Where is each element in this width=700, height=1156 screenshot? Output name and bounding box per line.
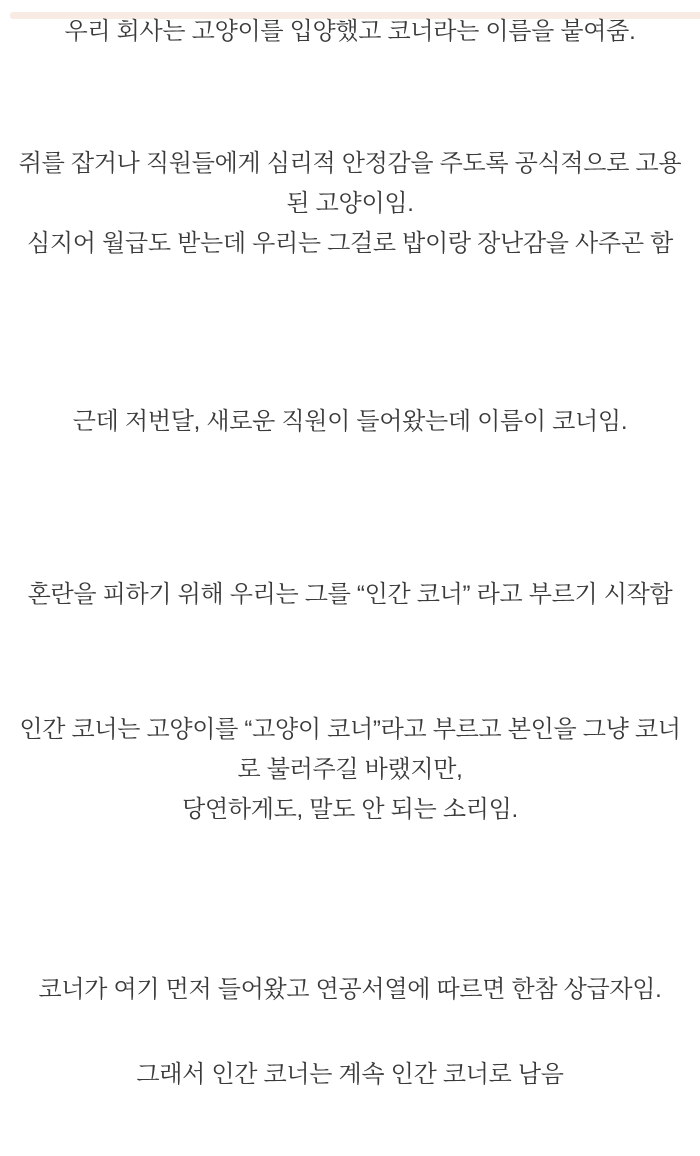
post-paragraph: 인간 코너는 고양이를 “고양이 코너”라고 부르고 본인을 그냥 코너로 불러주길 바랬지만, <box>19 716 681 783</box>
post-block <box>18 575 682 615</box>
post-block <box>18 144 682 264</box>
post-paragraph: 심지어 월급도 받는데 우리는 그걸로 밥이랑 장난감을 사주곤 함 <box>27 230 673 257</box>
post-block <box>18 402 682 442</box>
post-paragraph: 당연하게도, 말도 안 되는 소리임. <box>182 796 518 823</box>
post-paragraph: 우리 회사는 고양이를 입양했고 코너라는 이름을 붙여줌. <box>64 18 636 45</box>
post-paragraph: 혼란을 피하기 위해 우리는 그를 “인간 코너” 라고 부르기 시작함 <box>27 581 673 608</box>
post-paragraph: 쥐를 잡거나 직원들에게 심리적 안정감을 주도록 공식적으로 고용된 고양이임. <box>18 150 682 217</box>
post-paragraph: 코너가 여기 먼저 들어왔고 연공서열에 따르면 한참 상급자임. <box>38 976 662 1003</box>
post-paragraph: 근데 저번달, 새로운 직원이 들어왔는데 이름이 코너임. <box>72 408 628 435</box>
post-block <box>18 970 682 1010</box>
post-block <box>18 710 682 830</box>
post-body <box>0 12 700 1095</box>
post-paragraph: 그래서 인간 코너는 계속 인간 코너로 남음 <box>136 1061 564 1088</box>
post-block <box>18 1055 682 1095</box>
post-block <box>18 12 682 52</box>
